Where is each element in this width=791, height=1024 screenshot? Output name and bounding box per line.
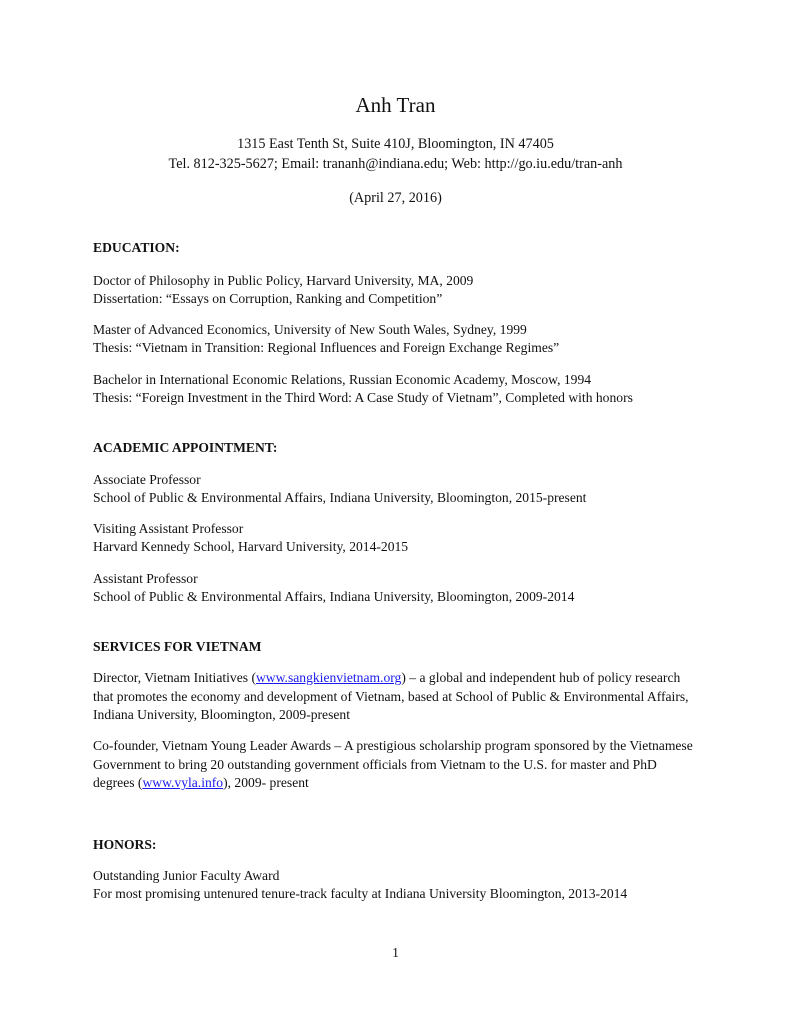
contact-line: Tel. 812-325-5627; Email: trananh@indiana.edu; Web: http://go.iu.edu/tran-anh [168,156,623,172]
service-text: ) – a global and independent hub of policy research that promotes the economy and development of Vietnam, based at School of Public & Environmental Affairs, Indiana University, Bloomington, 2009-present [93,670,689,722]
page-number: 1 [392,945,399,960]
service-entry-vietnam-initiatives [93,669,698,725]
appointment-detail: Harvard Kennedy School, Harvard University, 2014-2015 [93,539,409,554]
appointment-title: Visiting Assistant Professor [93,521,244,536]
service-text: ), 2009- present [223,775,309,790]
honor-detail: For most promising untenured tenure-track faculty at Indiana University Bloomington, 2013-2014 [93,886,628,901]
appointment-title: Assistant Professor [93,571,198,586]
education-degree-master: Master of Advanced Economics, University of New South Wales, Sydney, 1999 [93,322,527,337]
document-date: (April 27, 2016) [349,190,442,206]
education-heading: EDUCATION: [93,240,180,255]
vyla-link[interactable]: www.vyla.info [142,775,224,790]
service-text: Co-founder, Vietnam Young Leader Awards – A prestigious scholarship program sponsored by the Vietnamese Government to bring 20 outstanding government officials from Vietnam to the U.S. for master and PhD degrees ( [93,738,693,790]
service-entry-vyla [93,737,698,793]
address-line: 1315 East Tenth St, Suite 410J, Bloomington, IN 47405 [237,136,554,152]
education-dissertation: Dissertation: “Essays on Corruption, Ranking and Competition” [93,291,443,306]
appointment-detail: School of Public & Environmental Affairs, Indiana University, Bloomington, 2015-present [93,490,587,505]
education-degree-phd: Doctor of Philosophy in Public Policy, Harvard University, MA, 2009 [93,273,474,288]
education-bachelor-thesis: Thesis: “Foreign Investment in the Third Word: A Case Study of Vietnam”, Completed with honors [93,390,633,405]
appointment-detail: School of Public & Environmental Affairs, Indiana University, Bloomington, 2009-2014 [93,589,575,604]
services-heading: SERVICES FOR VIETNAM [93,639,262,654]
education-degree-bachelor: Bachelor in International Economic Relations, Russian Economic Academy, Moscow, 1994 [93,372,592,387]
honor-title: Outstanding Junior Faculty Award [93,868,280,883]
education-master-thesis: Thesis: “Vietnam in Transition: Regional Influences and Foreign Exchange Regimes” [93,340,560,355]
appointment-title: Associate Professor [93,472,201,487]
appointment-heading: ACADEMIC APPOINTMENT: [93,440,278,455]
honors-heading: HONORS: [93,837,157,852]
service-text: Director, Vietnam Initiatives ( [93,670,256,685]
sangkienvietnam-link[interactable]: www.sangkienvietnam.org [255,670,402,685]
cv-name: Anh Tran [355,93,436,117]
